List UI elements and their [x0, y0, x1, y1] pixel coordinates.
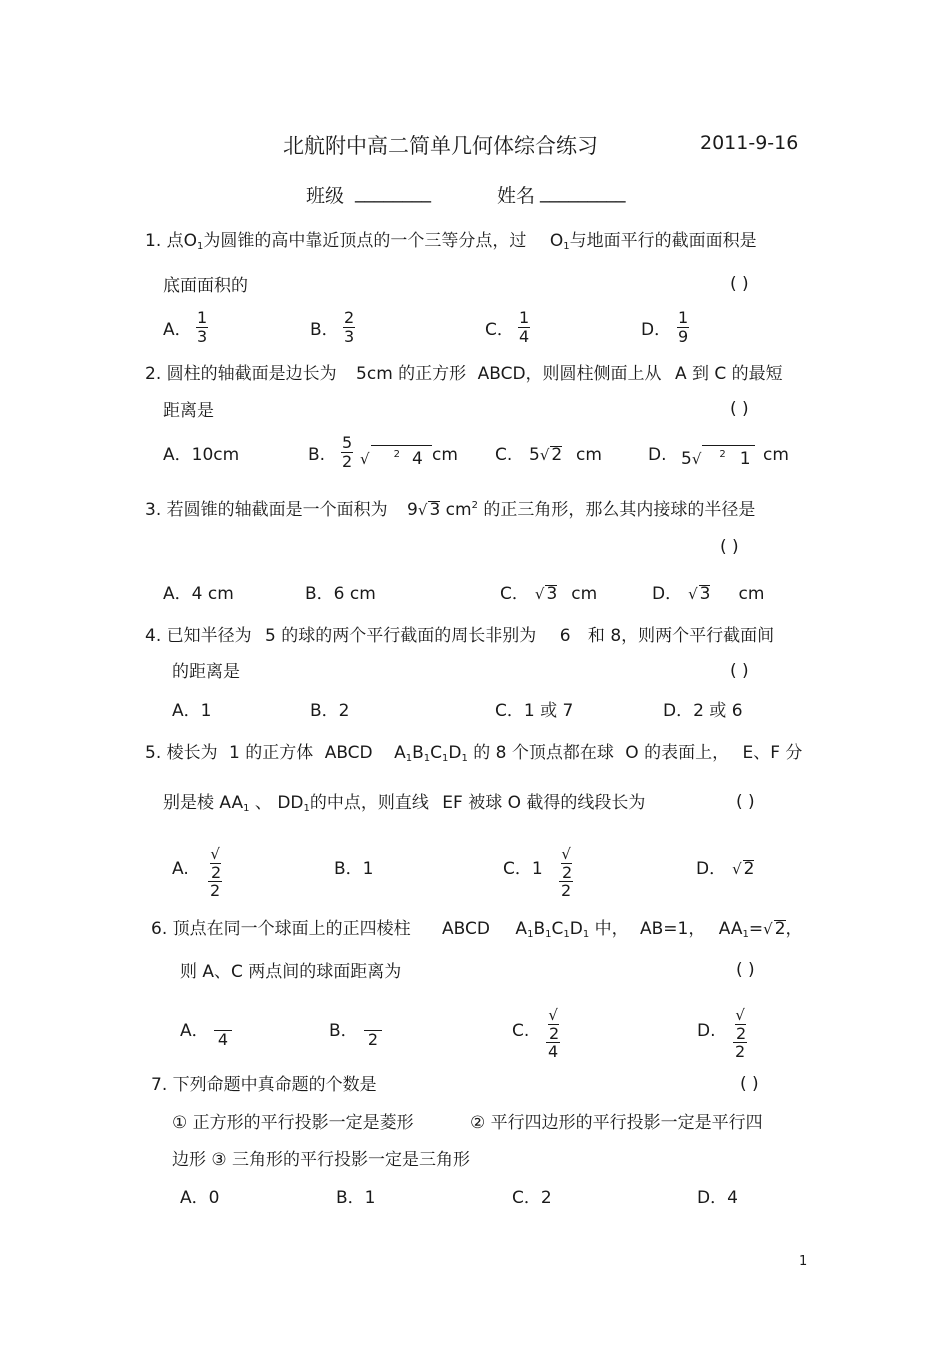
q5-line2-a: 别是棱 [163, 793, 214, 813]
q3-option-d [652, 584, 764, 604]
unit: cm [738, 584, 765, 604]
q6-option-d-fraction [733, 1006, 747, 1061]
q1-text-d: 与地面平行的截面面积是 [569, 231, 757, 251]
radicand: 2 [551, 445, 563, 465]
q2-text: 圆柱的轴截面是边长为 [166, 364, 337, 384]
q7-text: 下列命题中真命题的个数是 [172, 1075, 377, 1095]
name-blank: _________ [540, 181, 626, 203]
subscript: 1 [563, 929, 570, 940]
q6-text-k: ， [785, 919, 803, 939]
subscript: 1 [742, 929, 749, 940]
class-label: 班级 [306, 185, 345, 207]
numerator: 1 [519, 308, 530, 327]
denominator: 2 [735, 1042, 746, 1061]
option-label: C． [500, 584, 529, 604]
exponent: 2 [471, 500, 478, 511]
coefficient: 5 [529, 445, 540, 465]
q5-text-c: ABCD [324, 743, 373, 763]
numerator: 2 [344, 308, 355, 327]
q4-option-c: C．1 或 7 [495, 701, 574, 721]
q6-text-j: = [748, 919, 764, 939]
q5-text-d: A [394, 743, 406, 763]
page-title: 北航附中高二简单几何体综合练习 [283, 134, 598, 158]
q5-text-g: D [448, 743, 462, 763]
sqrt-icon: √ [688, 585, 698, 603]
subscript: 1 [442, 753, 449, 764]
q5-option-a-label: A. [172, 859, 189, 879]
unit: cm [445, 500, 472, 520]
q7-statement-2: ② 平行四边形的平行投影一定是平行四 [470, 1113, 763, 1133]
sqrt-icon: √ [548, 1006, 558, 1024]
denominator: 2 [367, 1030, 379, 1049]
q6-option-a-fraction [214, 1014, 232, 1049]
class-blank: ________ [355, 181, 431, 203]
denominator: 9 [678, 327, 689, 346]
numerator: 5 [342, 433, 353, 452]
q4-option-d: D．2 或 6 [663, 701, 743, 721]
denominator: 4 [217, 1030, 229, 1049]
q6-option-c-label: C. [512, 1021, 530, 1041]
sqrt-icon: √ [210, 845, 220, 863]
sqrt-icon: √ [539, 446, 550, 464]
radicand [702, 445, 755, 468]
numerator [546, 1006, 560, 1043]
q5-text-b: 1 的正方体 [229, 743, 314, 763]
radicand: 3 [429, 500, 441, 520]
q4-option-b: B．2 [310, 701, 350, 721]
q1-option-a-label: A． [163, 320, 192, 340]
radicand: 2 [211, 863, 222, 882]
q5-line2-c: 、 [254, 793, 272, 813]
sqrt-icon: √ [417, 501, 428, 519]
q6-text-c: A [515, 919, 528, 939]
question-7 [151, 1075, 377, 1095]
subscript: 1 [527, 929, 534, 940]
q5-text-a: 棱长为 [166, 743, 218, 763]
q6-option-d-label: D. [697, 1021, 716, 1041]
radicand-value: 1 [739, 449, 751, 469]
sqrt-icon: √ [763, 920, 773, 938]
answer-paren: ( ) [736, 960, 755, 980]
q4-text-b: 5 的球的两个平行截面的周长非别为 [265, 626, 537, 646]
denominator: 3 [344, 327, 355, 346]
option-label: D． [696, 859, 727, 879]
q7-option-a: A．0 [180, 1188, 220, 1208]
question-number: 4. [145, 626, 162, 646]
q6-option-a-label: A． [180, 1021, 209, 1041]
q5-option-d [696, 859, 754, 879]
subscript: 1 [423, 753, 431, 764]
question-number: 6. [151, 919, 168, 939]
radicand: 2 [743, 859, 755, 879]
q1-option-a-fraction [196, 309, 208, 346]
question-1 [145, 231, 757, 257]
q1-text-a: 点O [166, 231, 198, 251]
q4-option-a: A．1 [172, 701, 212, 721]
q1-subscript-c: 1 [563, 241, 570, 252]
q6-text-g: 中， [594, 919, 629, 939]
q5-text-h: 的 8 个顶点都在球 [473, 743, 614, 763]
q2-text-d: A 到 C 的最短 [674, 364, 783, 384]
sqrt-icon: √ [735, 1006, 745, 1024]
coefficient: 5 [681, 449, 692, 469]
q7-option-b: B．1 [336, 1188, 376, 1208]
subscript: 1 [545, 929, 552, 940]
radicand: 2 [736, 1024, 747, 1043]
q5-line2-f: EF 被球 O 截得的线段长为 [442, 793, 646, 813]
q1-text-b: 为圆锥的高中靠近顶点的一个三等分点，过 [203, 231, 527, 251]
q1-option-b-label: B． [310, 320, 339, 340]
q6-text-e: C [551, 919, 564, 939]
numerator: 1 [197, 308, 208, 327]
denominator: 2 [210, 881, 221, 900]
question-3 [145, 496, 755, 520]
q3-option-a: A．4 cm [163, 584, 234, 604]
q6-option-c-fraction [546, 1006, 560, 1061]
denominator: 2 [342, 452, 353, 471]
q2-option-b-radical [360, 445, 432, 469]
q2-option-a: A．10cm [163, 445, 240, 465]
q1-line2: 底面面积的 [163, 276, 248, 296]
q5-line2-b: AA [219, 793, 244, 813]
q5-option-b: B．1 [334, 859, 374, 879]
q7-option-c: C．2 [512, 1188, 552, 1208]
q5-option-a-fraction [208, 845, 222, 900]
subscript: 1 [461, 753, 468, 764]
exponent: 2 [719, 449, 726, 460]
q6-option-b-label: B． [329, 1021, 358, 1041]
q6-line2: 则 A、C 两点间的球面距离为 [180, 962, 402, 982]
q5-text-e: B [412, 743, 424, 763]
q7-line3: 边形 ③ 三角形的平行投影一定是三角形 [172, 1150, 471, 1170]
question-number: 5. [145, 743, 162, 763]
q2-option-c-value [529, 445, 562, 465]
answer-paren: ( ) [736, 792, 755, 812]
coefficient: 9 [407, 500, 418, 520]
answer-paren: ( ) [730, 661, 749, 681]
q2-line2: 距离是 [163, 401, 214, 421]
q4-text-d: 和 8 [587, 626, 622, 646]
option-label: D． [652, 584, 683, 604]
question-number: 2. [145, 364, 162, 384]
name-label: 姓名 [497, 185, 536, 207]
q4-text-a: 已知半径为 [166, 626, 252, 646]
q5-text-i: O 的表面上， [625, 743, 730, 763]
sqrt-icon: √ [534, 585, 545, 603]
q5-line2-d: DD [277, 793, 304, 813]
q2-option-d-label: D. [648, 445, 667, 465]
question-number: 3. [145, 500, 162, 520]
q5-option-c-fraction [559, 845, 573, 900]
q1-option-c-fraction [518, 309, 530, 346]
q1-option-d-label: D． [641, 320, 672, 340]
q6-text-h: AB=1， [640, 919, 706, 939]
q7-option-d: D．4 [697, 1188, 738, 1208]
subscript: 1 [405, 753, 413, 764]
q2-text-c: ABCD，则圆柱侧面上从 [477, 364, 662, 384]
q6-text-d: B [533, 919, 546, 939]
numerator [214, 1014, 232, 1031]
q4-text-e: ，则两个平行截面间 [621, 626, 775, 646]
q2-option-b-unit: cm [432, 445, 458, 465]
q2-option-c-unit: cm [576, 445, 602, 465]
radicand-value: 4 [411, 449, 423, 469]
q1-option-c-label: C． [485, 320, 514, 340]
question-5 [145, 743, 802, 769]
q6-text-b: ABCD [442, 919, 491, 939]
numerator [208, 845, 222, 882]
q4-line2: 的距离是 [172, 662, 240, 682]
sqrt-icon: √ [561, 845, 571, 863]
q2-option-d-unit: cm [763, 445, 789, 465]
radicand: 2 [549, 1024, 560, 1043]
q6-text-f: D [569, 919, 583, 939]
q2-text-b: 5cm 的正方形 [356, 364, 467, 384]
answer-paren: ( ) [730, 274, 749, 294]
denominator: 4 [519, 327, 530, 346]
radicand: 3 [699, 584, 711, 604]
q3-option-c [500, 584, 597, 604]
radicand: 2 [562, 863, 573, 882]
sqrt-icon: √ [732, 860, 742, 878]
radicand: 2 [774, 919, 786, 939]
q2-option-b-label: B. [308, 445, 326, 465]
q3-text-a: 若圆锥的轴截面是一个面积为 [166, 500, 388, 520]
denominator: 2 [561, 881, 572, 900]
q2-option-d-value [681, 445, 755, 469]
numerator [733, 1006, 747, 1043]
q3-text-b: 的正三角形，那么其内接球的半径是 [483, 500, 756, 520]
answer-paren: ( ) [740, 1074, 759, 1094]
denominator: 3 [197, 327, 208, 346]
q5-text-j: E、F 分 [742, 743, 803, 763]
question-4 [145, 626, 774, 646]
subscript: 1 [243, 803, 250, 814]
q1-text-c: O [549, 231, 564, 251]
question-number: 7. [151, 1075, 168, 1095]
q6-text-i: AA [718, 919, 743, 939]
sqrt-icon: √ [691, 450, 702, 468]
radicand [371, 445, 432, 468]
question-2 [145, 364, 783, 384]
subscript: 1 [582, 929, 590, 940]
q2-option-b-fraction [341, 434, 353, 471]
q5-option-c-label: C．1 [503, 859, 543, 879]
subscript: 1 [303, 803, 310, 814]
question-6 [151, 919, 803, 945]
denominator: 4 [548, 1042, 559, 1061]
answer-paren: ( ) [730, 399, 749, 419]
numerator: 1 [678, 308, 689, 327]
q6-option-b-fraction [364, 1014, 382, 1049]
unit: cm [571, 584, 598, 604]
exponent: 2 [393, 449, 400, 460]
q1-subscript-a: 1 [197, 241, 204, 252]
q6-text-a: 顶点在同一个球面上的正四棱柱 [172, 919, 411, 939]
answer-paren: ( ) [720, 537, 739, 557]
numerator [364, 1014, 382, 1031]
q1-option-b-fraction [343, 309, 355, 346]
q2-option-c-label: C. [495, 445, 513, 465]
question-number: 1. [145, 231, 162, 251]
sqrt-icon: √ [360, 450, 370, 468]
q4-text-c: 6 [559, 626, 571, 646]
q5-text-f: C [430, 743, 442, 763]
numerator [559, 845, 573, 882]
q1-option-d-fraction [677, 309, 689, 346]
q5-line2-e: 的中点，则直线 [309, 793, 429, 813]
date: 2011-9-16 [700, 132, 799, 154]
radicand: 3 [546, 584, 558, 604]
q3-option-b: B．6 cm [305, 584, 376, 604]
page-number: 1 [799, 1254, 808, 1269]
q5-line2 [163, 793, 645, 819]
q7-statement-1: ① 正方形的平行投影一定是菱形 [172, 1113, 414, 1133]
